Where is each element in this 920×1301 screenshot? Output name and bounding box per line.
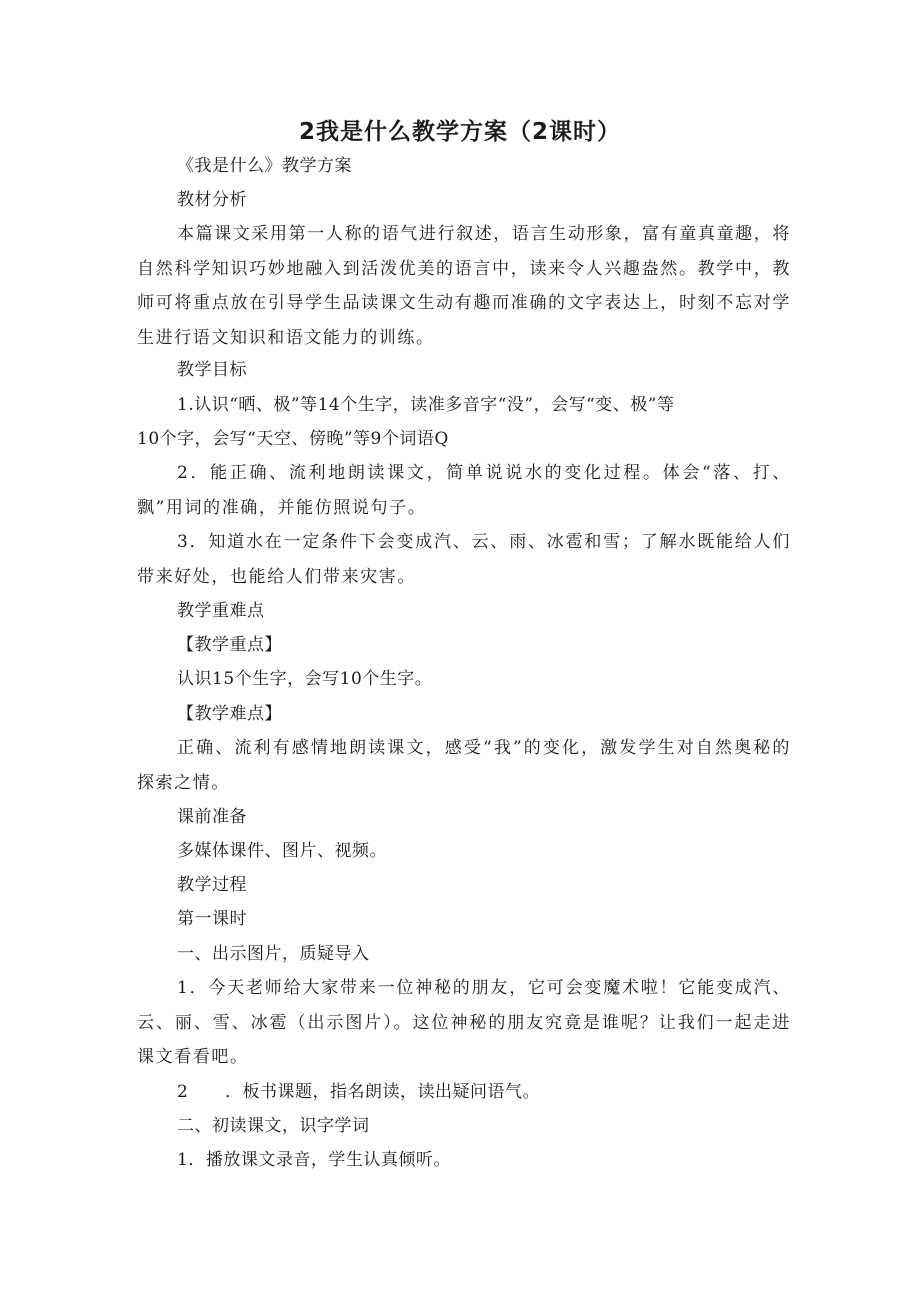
step-2-item-1: 1．播放课文录音，学生认真倾听。 [177, 1150, 451, 1170]
key-point-text: 认识15个生字，会写10个生字。 [177, 669, 433, 689]
step-1-heading: 一、出示图片，质疑导入 [177, 944, 370, 964]
section-heading-analysis: 教材分析 [177, 190, 247, 210]
document-title: 2我是什么教学方案（2课时） [298, 119, 621, 145]
difficulty-paragraph: 正确、流利有感情地朗读课文，感受“我”的变化，激发学生对自然奥秘的探索之情。 [137, 738, 791, 793]
goal-2-paragraph: 2．能正确、流利地朗读课文，简单说说水的变化过程。体会“落、打、飘”用词的准确，并能仿照说句子。 [137, 463, 791, 518]
key-point-label: 【教学重点】 [177, 635, 282, 655]
step-1-item-1-paragraph: 1．今天老师给大家带来一位神秘的朋友，它可会变魔术啦！它能变成汽、云、丽、雪、冰雹（出示图片）。这位神秘的朋友究竟是谁呢？让我们一起走进课文看看吧。 [137, 978, 791, 1067]
step-1-item-2-number: 2 [177, 1082, 189, 1102]
lesson-1-heading: 第一课时 [177, 909, 247, 929]
step-2-heading: 二、初读课文，识字学词 [177, 1116, 370, 1136]
step-1-item-2-text: ．板书课题，指名朗读，读出疑问语气。 [225, 1082, 540, 1102]
difficulty-label: 【教学难点】 [177, 704, 282, 724]
subtitle: 《我是什么》教学方案 [177, 156, 352, 176]
section-heading-prep: 课前准备 [177, 807, 247, 827]
goal-1-line-1: 1.认识“晒、极”等14个生字，读准多音字“没”，会写“变、极”等 [177, 395, 675, 415]
goal-3-paragraph: 3．知道水在一定条件下会变成汽、云、雨、冰雹和雪；了解水既能给人们带来好处，也能给人们带来灾害。 [137, 532, 791, 587]
section-heading-goals: 教学目标 [177, 360, 247, 380]
analysis-paragraph: 本篇课文采用第一人称的语气进行叙述，语言生动形象，富有童真童趣，将自然科学知识巧妙地融入到活泼优美的语言中，读来令人兴趣盎然。教学中，教师可将重点放在引导学生品读课文生动有趣而准确的文字表达上，时刻不忘对学生进行语文知识和语文能力的训练。 [137, 224, 791, 348]
section-heading-keypoints: 教学重难点 [177, 601, 265, 621]
prep-text: 多媒体课件、图片、视频。 [177, 841, 387, 861]
section-heading-process: 教学过程 [177, 875, 247, 895]
goal-1-line-2: 10个字，会写“天空、傍晚”等9个词语Q [137, 429, 449, 449]
